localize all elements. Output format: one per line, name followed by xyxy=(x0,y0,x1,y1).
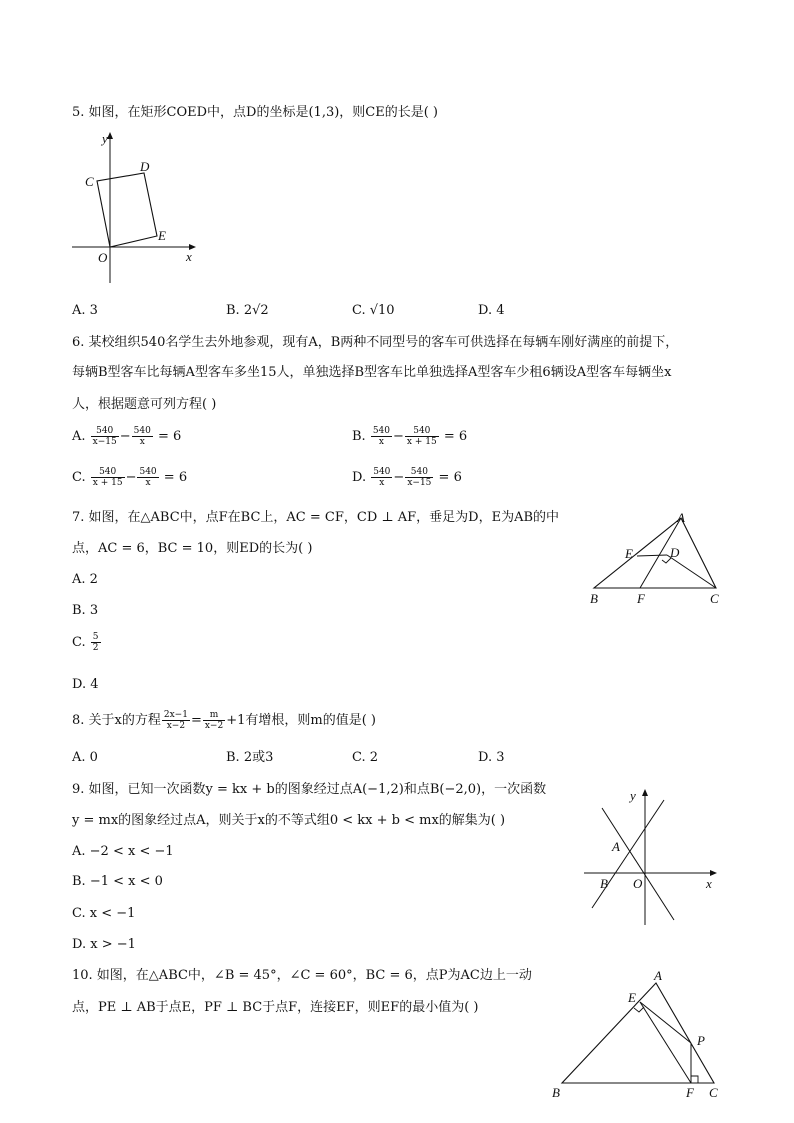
q8-option-c: C. 2 xyxy=(352,750,379,765)
q5-figure xyxy=(66,128,206,288)
q7-label-d: D xyxy=(670,545,680,560)
q7-label-c: C xyxy=(710,591,719,606)
q5-label-o: O xyxy=(98,250,108,265)
q7-figure xyxy=(582,508,732,608)
q6-option-d: D. $\frac{540}{x}$ − $\frac{540}{x-15}$ = 6 xyxy=(352,467,462,488)
q10-figure xyxy=(548,965,728,1105)
q7-option-a: A. 2 xyxy=(72,572,98,587)
q7-stem-line1: 7. 如图，在△ABC中，点F在BC上，AC = CF，CD ⊥ AF，垂足为D，E为AB的中 xyxy=(72,510,560,525)
q9-label-b: B xyxy=(600,876,608,891)
q9-stem-line2: y = mx的图象经过点A，则关于x的不等式组0 < kx + b < mx的解集为( ) xyxy=(72,813,506,828)
q10-stem-line1: 10. 如图，在△ABC中，∠B = 45°，∠C = 60°，BC = 6，点P为AC边上一动 xyxy=(72,968,532,983)
q5-label-d: D xyxy=(140,159,150,174)
q5-label-c: C xyxy=(85,174,94,189)
q9-option-b: B. −1 < x < 0 xyxy=(72,874,163,889)
q7-option-b: B. 3 xyxy=(72,603,99,618)
q7-label-b: B xyxy=(590,591,598,606)
q5-option-b: B. 2√2 xyxy=(226,303,269,318)
q6-stem-line1: 6. 某校组织540名学生去外地参观，现有A，B两种不同型号的客车可供选择在每辆车刚好满座的前提下， xyxy=(72,335,679,350)
q10-label-e: E xyxy=(628,990,636,1005)
q7-stem-line2: 点，AC = 6，BC = 10，则ED的长为( ) xyxy=(72,541,313,556)
q9-label-y: y xyxy=(630,788,636,803)
q10-label-b: B xyxy=(552,1085,560,1100)
q8-option-b: B. 2或3 xyxy=(226,750,274,765)
q6-option-c: C. $\frac{540}{x + 15}$ − $\frac{540}{x}$ = 6 xyxy=(72,467,188,488)
q5-label-y: y xyxy=(102,131,108,146)
q6-stem-line3: 人，根据题意可列方程( ) xyxy=(72,397,217,412)
q5-stem: 5. 如图，在矩形COED中，点D的坐标是(1,3)，则CE的长是( ) xyxy=(72,105,439,120)
q8-stem: 8. 关于x的方程 $\frac{2x-1}{x-2}$ = $\frac{m}{x-2}$ +1有增根，则m的值是( ) xyxy=(72,710,376,731)
q8-option-d: D. 3 xyxy=(478,750,505,765)
q5-label-x: x xyxy=(186,249,192,264)
q9-stem-line1: 9. 如图，已知一次函数y = kx + b的图象经过点A(−1,2)和点B(−2,0)，一次函数 xyxy=(72,782,547,797)
q10-label-p: P xyxy=(697,1033,705,1048)
q10-label-f: F xyxy=(686,1085,694,1100)
q10-label-c: C xyxy=(709,1085,718,1100)
q9-label-x: x xyxy=(706,876,712,891)
q9-label-a: A xyxy=(612,839,620,854)
q9-figure xyxy=(578,780,723,930)
q5-option-d: D. 4 xyxy=(478,303,505,318)
q7-label-a: A xyxy=(677,510,685,525)
q10-stem-line2: 点，PE ⊥ AB于点E，PF ⊥ BC于点F，连接EF，则EF的最小值为( ) xyxy=(72,1000,479,1015)
q6-option-a: A. $\frac{540}{x-15}$ − $\frac{540}{x}$ = 6 xyxy=(72,426,182,447)
q7-option-c: C. $\frac{5}{2}$ xyxy=(72,632,99,653)
q7-label-e: E xyxy=(625,546,633,561)
q5-option-a: A. 3 xyxy=(72,303,98,318)
q5-option-c: C. √10 xyxy=(352,303,395,318)
q7-label-f: F xyxy=(637,591,645,606)
q6-option-b: B. $\frac{540}{x}$ − $\frac{540}{x + 15}$ = 6 xyxy=(352,426,468,447)
q10-label-a: A xyxy=(654,968,662,983)
q9-option-c: C. x < −1 xyxy=(72,906,136,921)
q9-option-d: D. x > −1 xyxy=(72,937,136,952)
q9-option-a: A. −2 < x < −1 xyxy=(72,844,174,859)
q5-label-e: E xyxy=(158,228,166,243)
q8-option-a: A. 0 xyxy=(72,750,98,765)
q9-label-o: O xyxy=(633,876,643,891)
q6-stem-line2: 每辆B型客车比每辆A型客车多坐15人，单独选择B型客车比单独选择A型客车少租6辆设A型客车每辆坐x xyxy=(72,365,672,380)
q7-option-d: D. 4 xyxy=(72,677,99,692)
